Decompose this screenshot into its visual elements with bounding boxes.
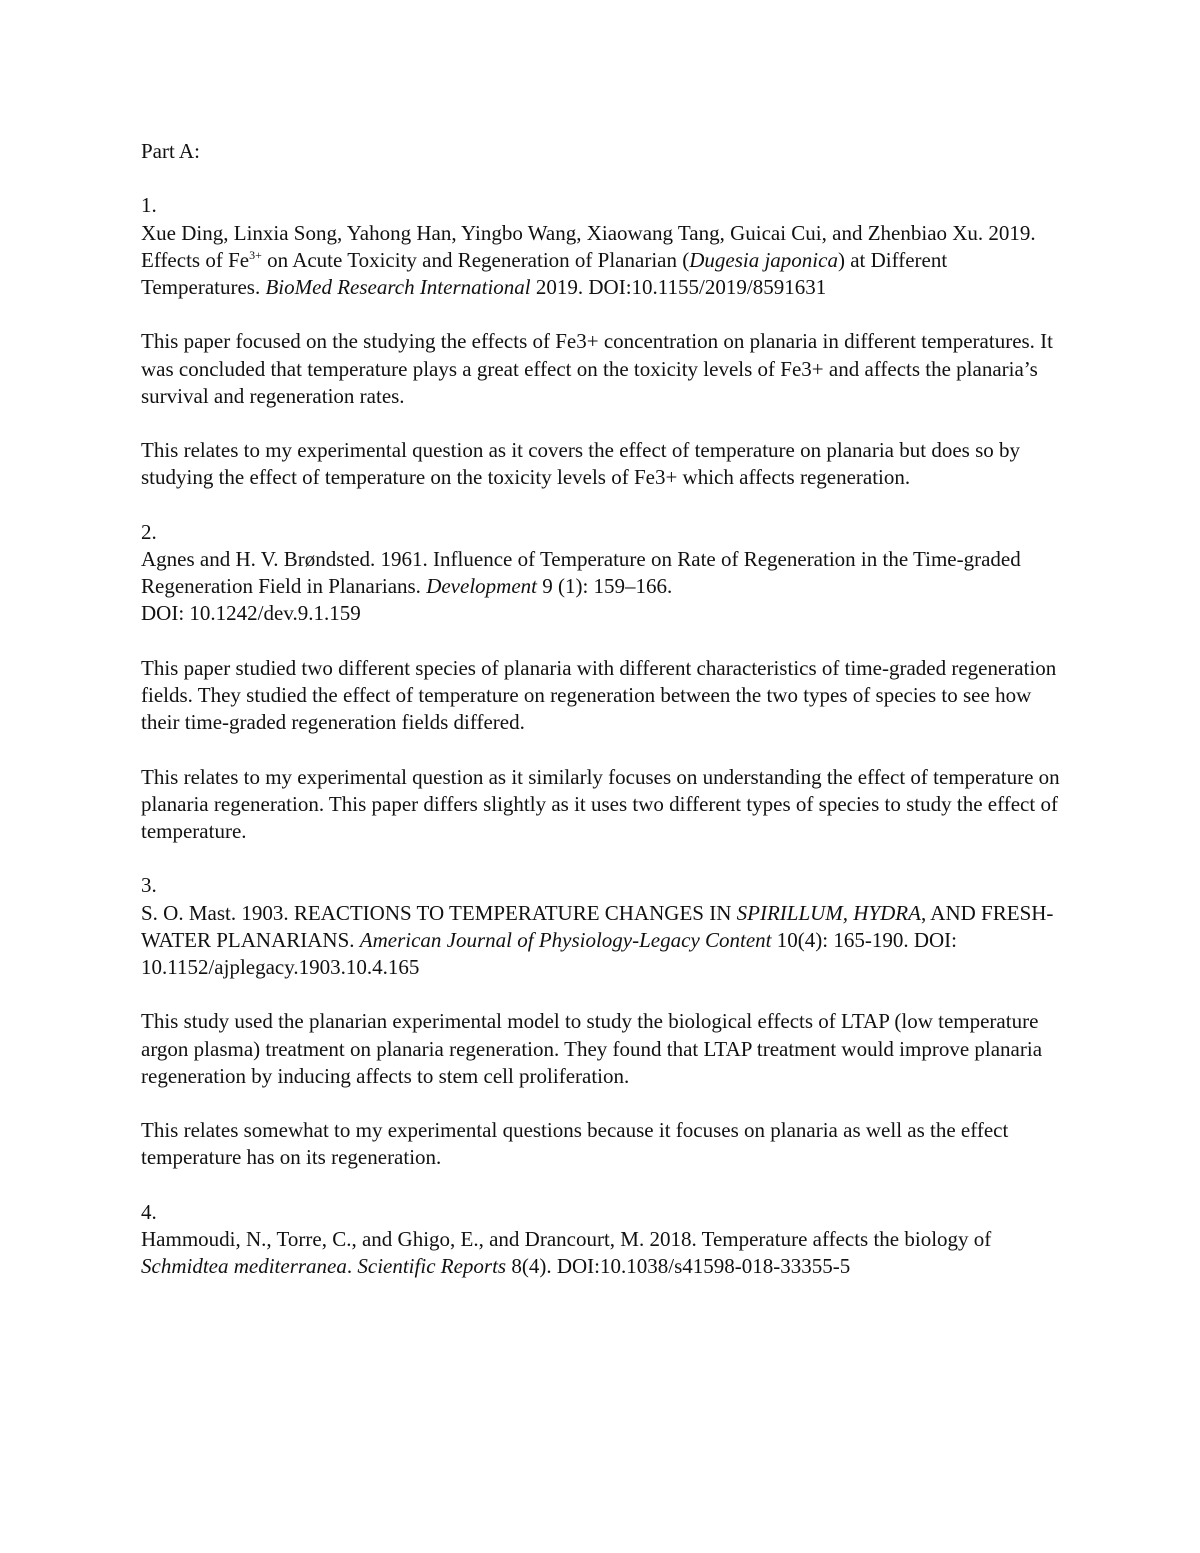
citation-separator: . [346,1254,353,1279]
summary-paragraph: This study used the planarian experimental model to study the biological effects of LTAP (low temperature argon plasma) treatment on planaria regeneration. They found that LTAP treatment would improve planaria regeneration by inducing affects to stem cell proliferation. [141,1009,1043,1088]
relation-paragraph: This relates somewhat to my experimental questions because it focuses on planaria as well as the effect temperature has on its regeneration. [141,1118,1009,1170]
citation [141,546,1066,600]
citation-doi: DOI: 10.1242/dev.9.1.159 [141,601,361,626]
citation [141,900,1066,982]
citation-tail: 10(4): 165-190. DOI: 10.1152/ajplegacy.1903.10.4.165 [141,927,957,979]
summary-paragraph: This paper studied two different species of planaria with different characteristics of time-graded regeneration fields. They studied the effect of temperature on regeneration between the two types of species to see how their time-graded regeneration fields differed. [141,655,1057,735]
citation-title-cont: on Acute Toxicity and Regeneration of Planarian ( [261,247,690,272]
citation [141,1226,1066,1280]
citation-text: S. O. Mast. 1903. REACTIONS TO TEMPERATURE CHANGES IN [141,900,732,925]
document-page [141,138,1066,1280]
citation-tail: 9 (1): 159–166. [542,574,673,599]
organism-names: SPIRILLUM, HYDRA [736,900,921,925]
journal-name: American Journal of Physiology-Legacy Content [359,927,772,952]
journal-name: Scientific Reports [357,1254,507,1279]
citation-text-cont: , AND FRESH-WATER PLANARIANS. [141,900,1054,952]
citation-text: Agnes and H. V. Brøndsted. 1961. Influence of Temperature on Rate of Regeneration in the Time-graded Regeneration Field in Planarians. [141,546,1021,599]
citation-authors: Xue Ding, Linxia Song, Yahong Han, Yingbo Wang, Xiaowang Tang, Guicai Cui, and Zhenbiao Xu. 2019. [141,220,1036,245]
citation [141,220,1066,302]
entry-number: 3. [141,873,157,898]
summary-paragraph: This paper focused on the studying the effects of Fe3+ concentration on planaria in different temperatures. It was concluded that temperature plays a great effect on the toxicity levels of Fe3+ and affects the planaria’s survival and regeneration rates. [141,329,1054,408]
citation-title: Effects of Fe [141,247,250,272]
entry-number: 4. [141,1199,157,1224]
citation-text: Hammoudi, N., Torre, C., and Ghigo, E., and Drancourt, M. 2018. Temperature affects the biology of [141,1226,992,1251]
citation-tail: 8(4). DOI:10.1038/s41598-018-33355-5 [511,1254,851,1279]
entry-number: 1. [141,193,157,218]
species-name: Schmidtea mediterranea [141,1254,347,1279]
species-name: Dugesia japonica [689,247,838,272]
citation-tail: 2019. DOI:10.1155/2019/8591631 [535,275,827,299]
relation-paragraph: This relates to my experimental question as it similarly focuses on understanding the effect of temperature on planaria regeneration. This paper differs slightly as it uses two different types of species to study the effect of temperature. [141,764,1060,843]
journal-name: BioMed Research International [265,275,531,299]
superscript: 3+ [249,247,262,262]
relation-paragraph: This relates to my experimental question as it covers the effect of temperature on planaria but does so by studying the effect of temperature on the toxicity levels of Fe3+ which affects regeneration. [141,438,1020,490]
section-heading: Part A: [141,139,200,163]
citation-title-end: ) at Different Temperatures. [141,247,948,299]
journal-name: Development [426,574,537,599]
entry-number: 2. [141,519,157,544]
